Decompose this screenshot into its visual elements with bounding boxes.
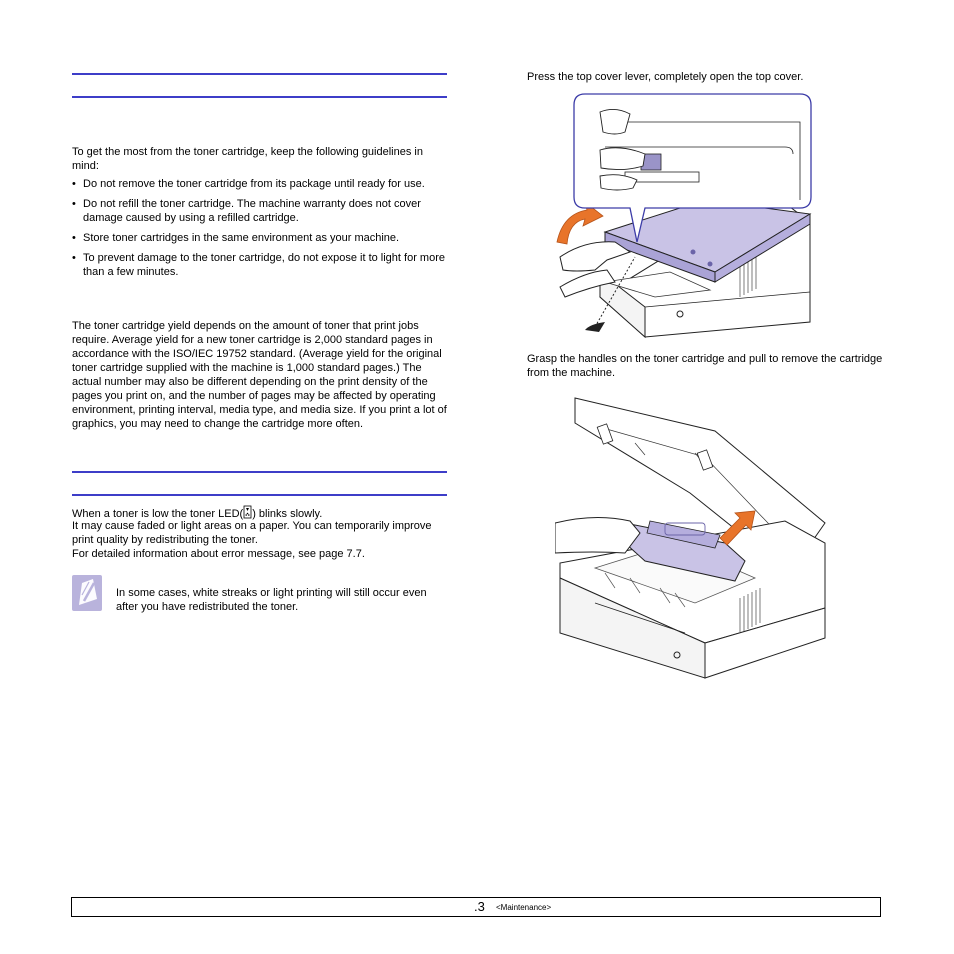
note-text: In some cases, white streaks or light printing will still occur even after you have redistributed the toner.	[116, 587, 427, 613]
guideline-item: • Do not remove the toner cartridge from its package until ready for use.	[72, 177, 448, 191]
section-rule-mid-2	[72, 494, 447, 496]
page-footer	[71, 897, 881, 917]
guideline-item: • Store toner cartridges in the same environment as your machine.	[72, 231, 448, 245]
note-icon	[72, 575, 102, 611]
guidelines-intro: To get the most from the toner cartridge, keep the following guidelines in mind:	[72, 146, 423, 172]
section-rule-top-1	[72, 73, 447, 75]
guidelines-list	[72, 177, 448, 285]
faded-areas-text: It may cause faded or light areas on a paper. You can temporarily improve print quality by redistributing the toner.	[72, 520, 432, 546]
section-rule-top-2	[72, 96, 447, 98]
step-open-cover: Press the top cover lever, completely open the top cover.	[527, 71, 804, 83]
toner-low-before: When a toner is low the toner LED(	[72, 508, 244, 520]
page-number: .3	[474, 899, 485, 914]
figure-remove-cartridge	[555, 393, 830, 683]
section-rule-mid-1	[72, 471, 447, 473]
yield-paragraph: The toner cartridge yield depends on the amount of toner that print jobs require. Average yield for a new toner cartridge is 2,000 standard pages in accordance with the ISO/IEC 19752 standard. (Average yield for the original toner cartridge supplied with the machine is 1,000 standard pages.) The actual number may also be different depending on the print density of the pages you print on, and the number of pages may be affected by operating environment, printing interval, media type, and media size. If you print a lot of graphics, you may need to change the cartridge more often.	[72, 320, 447, 430]
toner-led-icon	[243, 505, 252, 519]
guideline-item: • To prevent damage to the toner cartridge, do not expose it to light for more than a few minutes.	[72, 251, 448, 279]
figure-open-top-cover	[545, 92, 820, 342]
toner-low-after: ) blinks slowly.	[252, 508, 323, 520]
step-remove-cartridge: Grasp the handles on the toner cartridge and pull to remove the cartridge from the machine.	[527, 353, 883, 379]
error-reference-text: For detailed information about error message, see page 7.7.	[72, 548, 365, 560]
guideline-item: • Do not refill the toner cartridge. The machine warranty does not cover damage caused by using a refilled cartridge.	[72, 197, 448, 225]
section-name: <Maintenance>	[496, 903, 552, 912]
